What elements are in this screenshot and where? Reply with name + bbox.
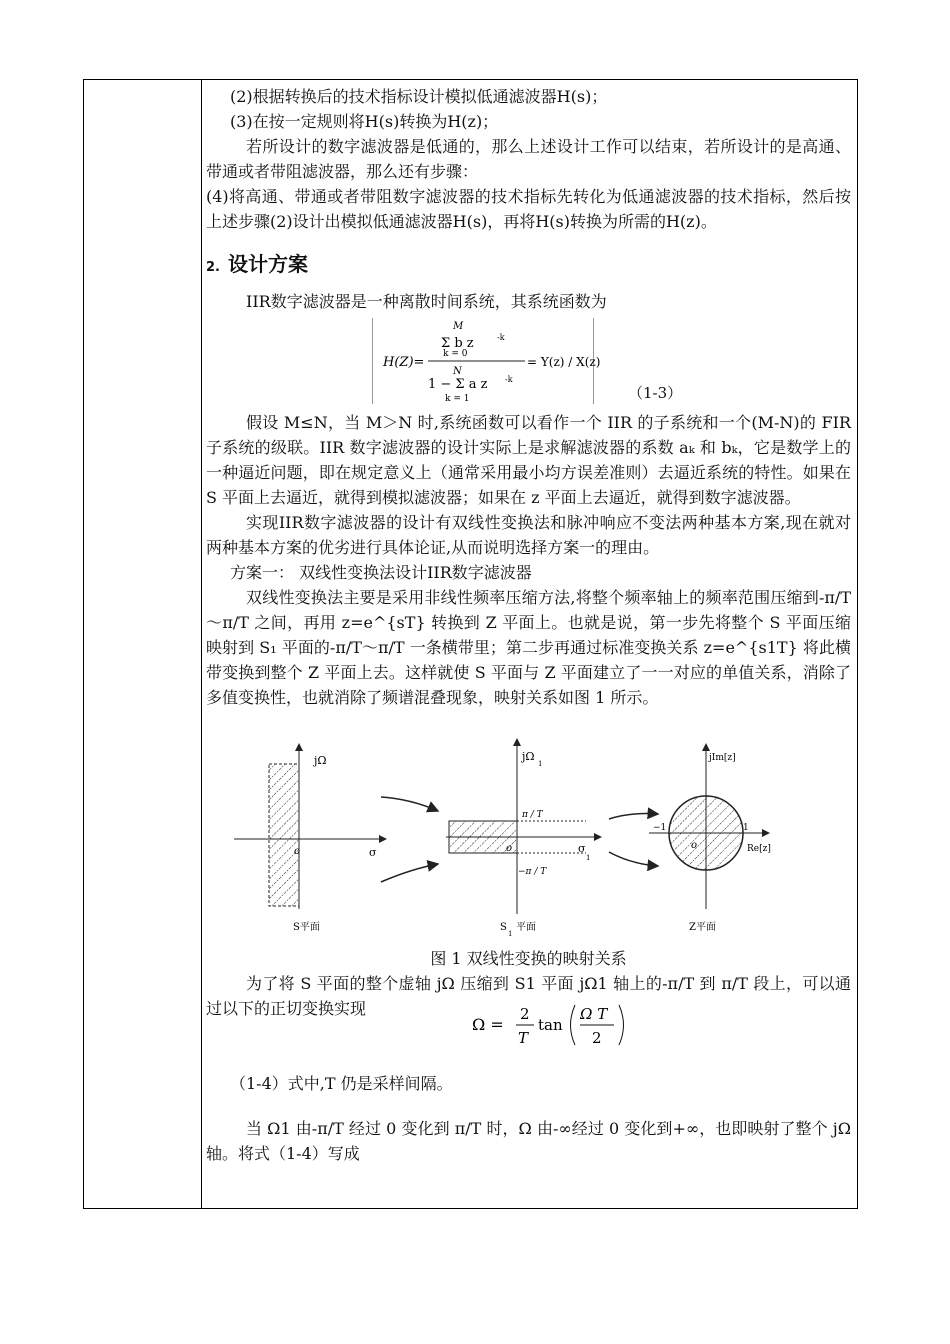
arrow-s1-to-z-top: [609, 814, 658, 819]
arrow-s-to-s1-top: [381, 797, 438, 811]
para-bilinear: 双线性变换法主要是采用非线性频率压缩方法,将整个频率轴上的频率范围压缩到-π/T～π/T 之间，再用 z=e^{sT} 转换到 Z 平面上。也就是说，第一步先将整个 S 平面压缩映射到 S₁ 平面的-π/T～π/T 一条横带里；第二步再通过标准变换关系 z=e^{s1T} 将此横带变换到整个 Z 平面上去。这样就使 S 平面与 Z 平面建立了一一对应的单值关系，消除了多值变换性，也就消除了频谱混叠现象，映射关系如图 1 所示。: [206, 588, 851, 707]
s1-origin: o: [506, 843, 513, 854]
tan-lhs: Ω =: [472, 1015, 504, 1034]
para-lowpass: 若所设计的数字滤波器是低通的，那么上述设计工作可以结束，若所设计的是高通、带通或者带阻滤波器，那么还有步骤：: [206, 137, 851, 181]
step-4: (4)将高通、带通或者带阻数字滤波器的技术指标先转化为低通滤波器的技术指标，然后按上述步骤(2)设计出模拟低通滤波器H(s)，再将H(s)转换为所需的H(z)。: [206, 187, 851, 231]
content-cell: [206, 84, 851, 1166]
formula-1-3: [206, 318, 851, 410]
formula-label-1-3: （1-3）: [628, 384, 683, 402]
s1-label-bottom: −π / T: [518, 867, 547, 877]
para-last: 当 Ω1 由-π/T 经过 0 变化到 π/T 时，Ω 由-∞经过 0 变化到+∞，也即映射了整个 jΩ 轴。将式（1-4）写成: [206, 1119, 851, 1163]
formula-den: 1 − Σ a z: [428, 377, 488, 392]
s1-label-sigma: σ: [578, 842, 586, 855]
step-2: (2)根据转换后的技术指标设计模拟低通滤波器H(s)；: [230, 87, 608, 106]
intro-text: IIR数字滤波器是一种离散时间系统，其系统函数为: [246, 292, 607, 311]
formula-rhs: = Y(z) / X(z): [527, 355, 601, 369]
para-methods: 实现IIR数字滤波器的设计有双线性变换法和脉冲响应不变法两种基本方案,现在就对两种基本方案的优劣进行具体论证,从而说明选择方案一的理由。: [206, 513, 851, 557]
s-label-sigma: σ: [369, 846, 377, 859]
arrow-s-to-s1-bottom: [381, 864, 438, 882]
formula-num: Σ b z: [441, 336, 474, 351]
tan-frac-den: T: [518, 1029, 529, 1047]
step-3: (3)在按一定规则将H(s)转换为H(z)；: [230, 112, 499, 131]
arrow-s1-to-z-bottom: [609, 852, 658, 866]
tan-formula: [206, 1005, 851, 1071]
s-plane-left-half: [269, 764, 299, 906]
section-number: 2.: [206, 260, 220, 275]
z-label-plus1: 1: [743, 823, 749, 833]
s-label-jomega: jΩ: [314, 754, 327, 767]
para-compress: 为了将 S 平面的整个虚轴 jΩ 压缩到 S1 平面 jΩ1 轴上的-π/T 到 π/T 段上，可以通过以下的正切变换实现: [206, 974, 851, 1018]
s1-label-jomega: jΩ: [522, 750, 535, 763]
s1-label-jomega-sub: 1: [538, 760, 543, 768]
z-label-minus1: −1: [653, 823, 667, 833]
formula-image: [372, 318, 601, 404]
formula-lower-den: k = 1: [445, 394, 470, 404]
figure-1: [206, 724, 851, 939]
plan-1-heading: 方案一： 双线性变换法设计IIR数字滤波器: [230, 563, 532, 582]
table-column-divider: [201, 80, 202, 1208]
figure-1-diagram: [206, 724, 851, 939]
formula-exp-den: -k: [505, 375, 513, 384]
formula-upper-num: M: [453, 321, 464, 332]
z-label-re: Re[z]: [747, 844, 771, 854]
tan-frac-num: 2: [520, 1005, 530, 1023]
s1-label-top: π / T: [522, 810, 543, 820]
formula-upper-den: N: [453, 366, 462, 377]
formula-exp-num: -k: [497, 333, 505, 342]
z-plane-label: Z平面: [689, 922, 716, 933]
s1-plane-label: S: [500, 922, 507, 933]
s-plane-label: S平面: [293, 922, 320, 933]
formula-lower-num: k = 0: [443, 349, 468, 359]
z-origin: o: [691, 840, 698, 851]
section-title: 设计方案: [227, 252, 308, 276]
tan-arg-den: 2: [592, 1029, 602, 1047]
tan-arg-num: Ω T: [580, 1005, 608, 1023]
para-assume: 假设 M≤N，当 M＞N 时,系统函数可以看作一个 IIR 的子系统和一个(M-N)的 FIR 子系统的级联。IIR 数字滤波器的设计实际上是求解滤波器的系数 aₖ 和 bₖ，它是数学上的一种逼近问题，即在规定意义上（通常采用最小均方误差准则）去逼近系统的特性。如果在S 平面上去逼近，就得到模拟滤波器；如果在 z 平面上去逼近，就得到数字滤波器。: [206, 413, 851, 507]
section-heading: [206, 248, 851, 277]
tan-fn: tan: [538, 1016, 563, 1034]
s1-plane-label-sub: 1: [508, 930, 513, 938]
para-1-4: （1-4）式中,T 仍是采样间隔。: [230, 1074, 453, 1093]
z-label-im: jIm[z]: [709, 753, 736, 763]
s1-label-sigma-sub: 1: [586, 854, 591, 862]
figure-caption: 图 1 双线性变换的映射关系: [430, 949, 627, 968]
formula-lhs: H(Z)=: [383, 355, 425, 370]
s-origin: o: [294, 846, 301, 857]
s1-plane-label-suffix: 平面: [516, 922, 536, 933]
